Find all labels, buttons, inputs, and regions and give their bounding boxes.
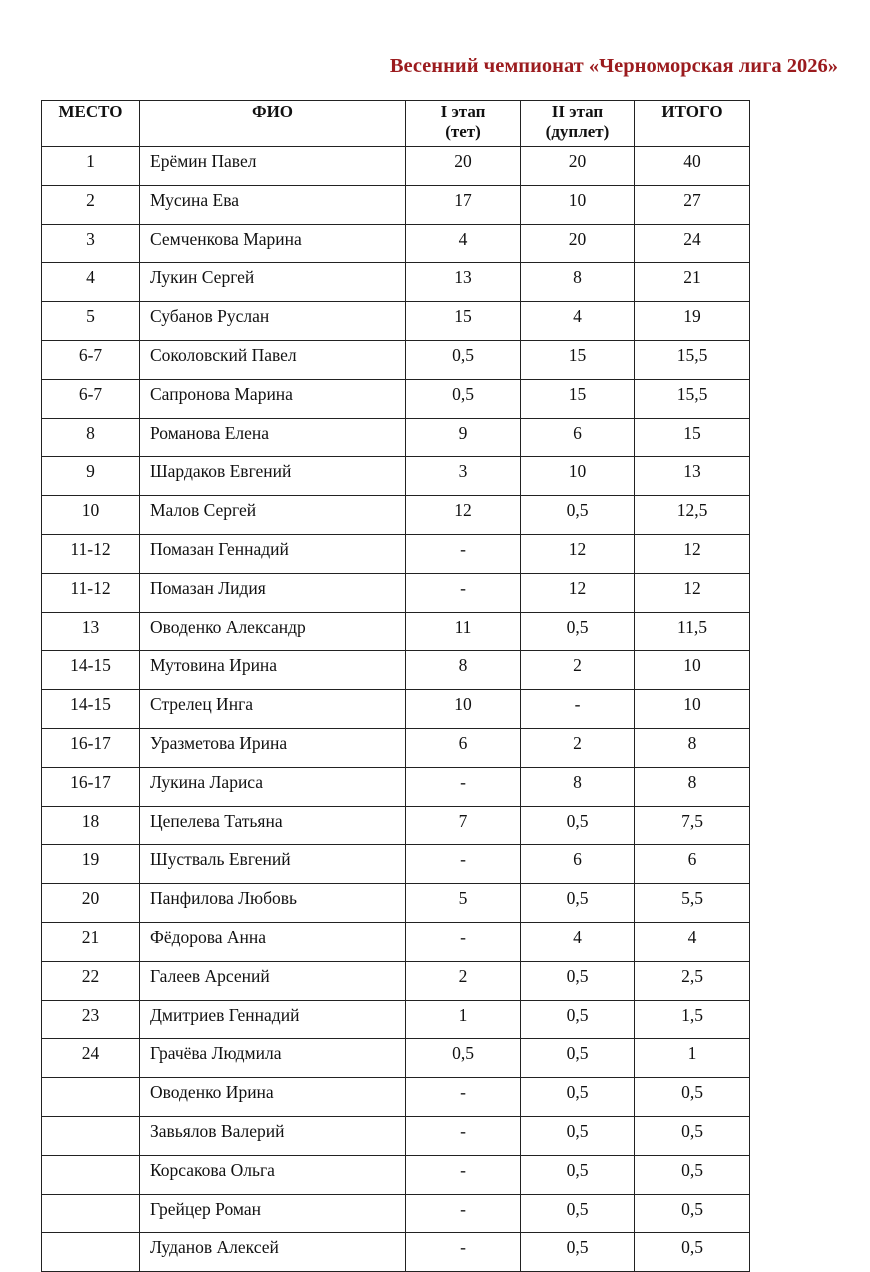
table-row bbox=[42, 1155, 750, 1194]
cell-place: 11-12 bbox=[42, 573, 140, 612]
cell-stage1: - bbox=[406, 1155, 521, 1194]
header-stage2 bbox=[521, 101, 635, 147]
cell-stage1: 0,5 bbox=[406, 379, 521, 418]
cell-stage2: 0,5 bbox=[521, 496, 635, 535]
cell-stage2: 0,5 bbox=[521, 612, 635, 651]
cell-total: 21 bbox=[635, 263, 750, 302]
cell-stage2: 0,5 bbox=[521, 884, 635, 923]
cell-place bbox=[42, 1194, 140, 1233]
table-row bbox=[42, 922, 750, 961]
cell-name: Ерёмин Павел bbox=[140, 147, 406, 186]
cell-stage2: 0,5 bbox=[521, 1155, 635, 1194]
header-stage2-title: II этап bbox=[551, 102, 604, 121]
cell-stage1: 4 bbox=[406, 224, 521, 263]
cell-total: 0,5 bbox=[635, 1155, 750, 1194]
cell-total: 5,5 bbox=[635, 884, 750, 923]
cell-stage2: 6 bbox=[521, 845, 635, 884]
cell-stage1: 9 bbox=[406, 418, 521, 457]
cell-stage2: 0,5 bbox=[521, 1116, 635, 1155]
cell-total: 1 bbox=[635, 1039, 750, 1078]
table-body bbox=[42, 147, 750, 1272]
cell-stage1: 10 bbox=[406, 690, 521, 729]
cell-stage2: 2 bbox=[521, 651, 635, 690]
cell-stage2: 15 bbox=[521, 379, 635, 418]
cell-total: 10 bbox=[635, 651, 750, 690]
table-row bbox=[42, 1116, 750, 1155]
cell-stage1: - bbox=[406, 534, 521, 573]
header-stage2-subtitle: (дуплет) bbox=[545, 122, 610, 141]
cell-name: Лукин Сергей bbox=[140, 263, 406, 302]
cell-name: Грачёва Людмила bbox=[140, 1039, 406, 1078]
cell-stage1: 12 bbox=[406, 496, 521, 535]
cell-name: Дмитриев Геннадий bbox=[140, 1000, 406, 1039]
cell-total: 1,5 bbox=[635, 1000, 750, 1039]
cell-stage1: 5 bbox=[406, 884, 521, 923]
cell-place: 20 bbox=[42, 884, 140, 923]
cell-stage2: 20 bbox=[521, 224, 635, 263]
cell-total: 10 bbox=[635, 690, 750, 729]
cell-stage1: - bbox=[406, 1116, 521, 1155]
cell-total: 27 bbox=[635, 185, 750, 224]
table-row bbox=[42, 534, 750, 573]
table-row bbox=[42, 302, 750, 341]
cell-stage1: - bbox=[406, 1078, 521, 1117]
table-row bbox=[42, 651, 750, 690]
table-row bbox=[42, 496, 750, 535]
cell-stage1: - bbox=[406, 1194, 521, 1233]
cell-stage1: 3 bbox=[406, 457, 521, 496]
cell-name: Шустваль Евгений bbox=[140, 845, 406, 884]
table-row bbox=[42, 845, 750, 884]
header-stage1-subtitle: (тет) bbox=[445, 122, 481, 141]
cell-stage2: 0,5 bbox=[521, 1000, 635, 1039]
cell-name: Помазан Лидия bbox=[140, 573, 406, 612]
cell-total: 6 bbox=[635, 845, 750, 884]
cell-place: 14-15 bbox=[42, 651, 140, 690]
cell-stage2: 0,5 bbox=[521, 1078, 635, 1117]
cell-name: Мусина Ева bbox=[140, 185, 406, 224]
cell-total: 12 bbox=[635, 573, 750, 612]
cell-name: Уразметова Ирина bbox=[140, 728, 406, 767]
cell-stage1: - bbox=[406, 767, 521, 806]
cell-place: 16-17 bbox=[42, 767, 140, 806]
cell-stage2: 12 bbox=[521, 573, 635, 612]
table-row bbox=[42, 767, 750, 806]
cell-total: 19 bbox=[635, 302, 750, 341]
cell-name: Корсакова Ольга bbox=[140, 1155, 406, 1194]
cell-name: Романова Елена bbox=[140, 418, 406, 457]
table-row bbox=[42, 884, 750, 923]
table-row bbox=[42, 1233, 750, 1272]
cell-stage2: 0,5 bbox=[521, 1194, 635, 1233]
cell-place bbox=[42, 1116, 140, 1155]
cell-place bbox=[42, 1078, 140, 1117]
cell-name: Семченкова Марина bbox=[140, 224, 406, 263]
cell-total: 15 bbox=[635, 418, 750, 457]
cell-place bbox=[42, 1155, 140, 1194]
cell-stage1: - bbox=[406, 845, 521, 884]
table-row bbox=[42, 457, 750, 496]
cell-stage2: 2 bbox=[521, 728, 635, 767]
page-title: Весенний чемпионат «Черноморская лига 2026» bbox=[389, 55, 838, 77]
table-row bbox=[42, 263, 750, 302]
cell-total: 11,5 bbox=[635, 612, 750, 651]
cell-stage1: - bbox=[406, 922, 521, 961]
header-stage1-title: I этап bbox=[440, 102, 486, 121]
header-stage1 bbox=[406, 101, 521, 147]
table-row bbox=[42, 185, 750, 224]
cell-name: Фёдорова Анна bbox=[140, 922, 406, 961]
cell-place: 2 bbox=[42, 185, 140, 224]
cell-stage1: - bbox=[406, 1233, 521, 1272]
cell-stage1: 15 bbox=[406, 302, 521, 341]
cell-stage2: 0,5 bbox=[521, 806, 635, 845]
cell-stage1: 11 bbox=[406, 612, 521, 651]
cell-place: 9 bbox=[42, 457, 140, 496]
cell-place: 11-12 bbox=[42, 534, 140, 573]
cell-place: 6-7 bbox=[42, 340, 140, 379]
cell-name: Сапронова Марина bbox=[140, 379, 406, 418]
header-name: ФИО bbox=[140, 101, 406, 147]
cell-total: 24 bbox=[635, 224, 750, 263]
cell-stage2: 8 bbox=[521, 263, 635, 302]
cell-name: Лукина Лариса bbox=[140, 767, 406, 806]
cell-stage2: 10 bbox=[521, 185, 635, 224]
cell-name: Галеев Арсений bbox=[140, 961, 406, 1000]
cell-name: Завьялов Валерий bbox=[140, 1116, 406, 1155]
cell-total: 13 bbox=[635, 457, 750, 496]
cell-place: 4 bbox=[42, 263, 140, 302]
cell-stage2: 0,5 bbox=[521, 961, 635, 1000]
cell-stage1: - bbox=[406, 573, 521, 612]
cell-place: 6-7 bbox=[42, 379, 140, 418]
cell-total: 0,5 bbox=[635, 1194, 750, 1233]
table-row bbox=[42, 1078, 750, 1117]
cell-place: 19 bbox=[42, 845, 140, 884]
cell-stage1: 8 bbox=[406, 651, 521, 690]
table-row bbox=[42, 806, 750, 845]
cell-stage2: - bbox=[521, 690, 635, 729]
cell-place: 8 bbox=[42, 418, 140, 457]
table-header-row bbox=[42, 101, 750, 147]
cell-total: 12 bbox=[635, 534, 750, 573]
cell-name: Мутовина Ирина bbox=[140, 651, 406, 690]
cell-place: 23 bbox=[42, 1000, 140, 1039]
cell-total: 0,5 bbox=[635, 1116, 750, 1155]
cell-stage1: 17 bbox=[406, 185, 521, 224]
cell-total: 2,5 bbox=[635, 961, 750, 1000]
cell-stage2: 4 bbox=[521, 922, 635, 961]
cell-total: 8 bbox=[635, 728, 750, 767]
cell-stage1: 13 bbox=[406, 263, 521, 302]
cell-total: 0,5 bbox=[635, 1233, 750, 1272]
cell-stage2: 12 bbox=[521, 534, 635, 573]
header-total: ИТОГО bbox=[635, 101, 750, 147]
table-row bbox=[42, 1194, 750, 1233]
cell-place bbox=[42, 1233, 140, 1272]
table-row bbox=[42, 418, 750, 457]
cell-name: Оводенко Александр bbox=[140, 612, 406, 651]
cell-name: Помазан Геннадий bbox=[140, 534, 406, 573]
cell-stage2: 8 bbox=[521, 767, 635, 806]
header-place: МЕСТО bbox=[42, 101, 140, 147]
cell-stage2: 4 bbox=[521, 302, 635, 341]
cell-stage1: 0,5 bbox=[406, 1039, 521, 1078]
cell-name: Малов Сергей bbox=[140, 496, 406, 535]
cell-name: Соколовский Павел bbox=[140, 340, 406, 379]
cell-total: 7,5 bbox=[635, 806, 750, 845]
cell-name: Грейцер Роман bbox=[140, 1194, 406, 1233]
cell-name: Субанов Руслан bbox=[140, 302, 406, 341]
cell-place: 10 bbox=[42, 496, 140, 535]
cell-total: 15,5 bbox=[635, 379, 750, 418]
table-row bbox=[42, 612, 750, 651]
cell-stage1: 6 bbox=[406, 728, 521, 767]
cell-place: 5 bbox=[42, 302, 140, 341]
table-row bbox=[42, 1039, 750, 1078]
cell-place: 13 bbox=[42, 612, 140, 651]
table-row bbox=[42, 690, 750, 729]
table-row bbox=[42, 573, 750, 612]
cell-total: 4 bbox=[635, 922, 750, 961]
cell-name: Стрелец Инга bbox=[140, 690, 406, 729]
cell-stage2: 0,5 bbox=[521, 1233, 635, 1272]
table-row bbox=[42, 961, 750, 1000]
cell-name: Луданов Алексей bbox=[140, 1233, 406, 1272]
cell-place: 1 bbox=[42, 147, 140, 186]
cell-place: 24 bbox=[42, 1039, 140, 1078]
cell-stage2: 0,5 bbox=[521, 1039, 635, 1078]
cell-total: 8 bbox=[635, 767, 750, 806]
cell-place: 14-15 bbox=[42, 690, 140, 729]
table-row bbox=[42, 379, 750, 418]
table-row bbox=[42, 728, 750, 767]
cell-total: 40 bbox=[635, 147, 750, 186]
cell-stage1: 20 bbox=[406, 147, 521, 186]
table-row bbox=[42, 1000, 750, 1039]
results-table bbox=[41, 100, 750, 1272]
cell-name: Оводенко Ирина bbox=[140, 1078, 406, 1117]
cell-total: 12,5 bbox=[635, 496, 750, 535]
table-row bbox=[42, 340, 750, 379]
cell-stage2: 20 bbox=[521, 147, 635, 186]
cell-stage1: 2 bbox=[406, 961, 521, 1000]
cell-place: 3 bbox=[42, 224, 140, 263]
cell-place: 16-17 bbox=[42, 728, 140, 767]
cell-stage1: 1 bbox=[406, 1000, 521, 1039]
cell-total: 15,5 bbox=[635, 340, 750, 379]
cell-stage2: 10 bbox=[521, 457, 635, 496]
cell-total: 0,5 bbox=[635, 1078, 750, 1117]
cell-place: 21 bbox=[42, 922, 140, 961]
cell-stage1: 0,5 bbox=[406, 340, 521, 379]
cell-name: Панфилова Любовь bbox=[140, 884, 406, 923]
table-row bbox=[42, 224, 750, 263]
cell-stage2: 6 bbox=[521, 418, 635, 457]
table-row bbox=[42, 147, 750, 186]
cell-place: 18 bbox=[42, 806, 140, 845]
cell-stage1: 7 bbox=[406, 806, 521, 845]
cell-place: 22 bbox=[42, 961, 140, 1000]
cell-name: Шардаков Евгений bbox=[140, 457, 406, 496]
cell-stage2: 15 bbox=[521, 340, 635, 379]
cell-name: Цепелева Татьяна bbox=[140, 806, 406, 845]
